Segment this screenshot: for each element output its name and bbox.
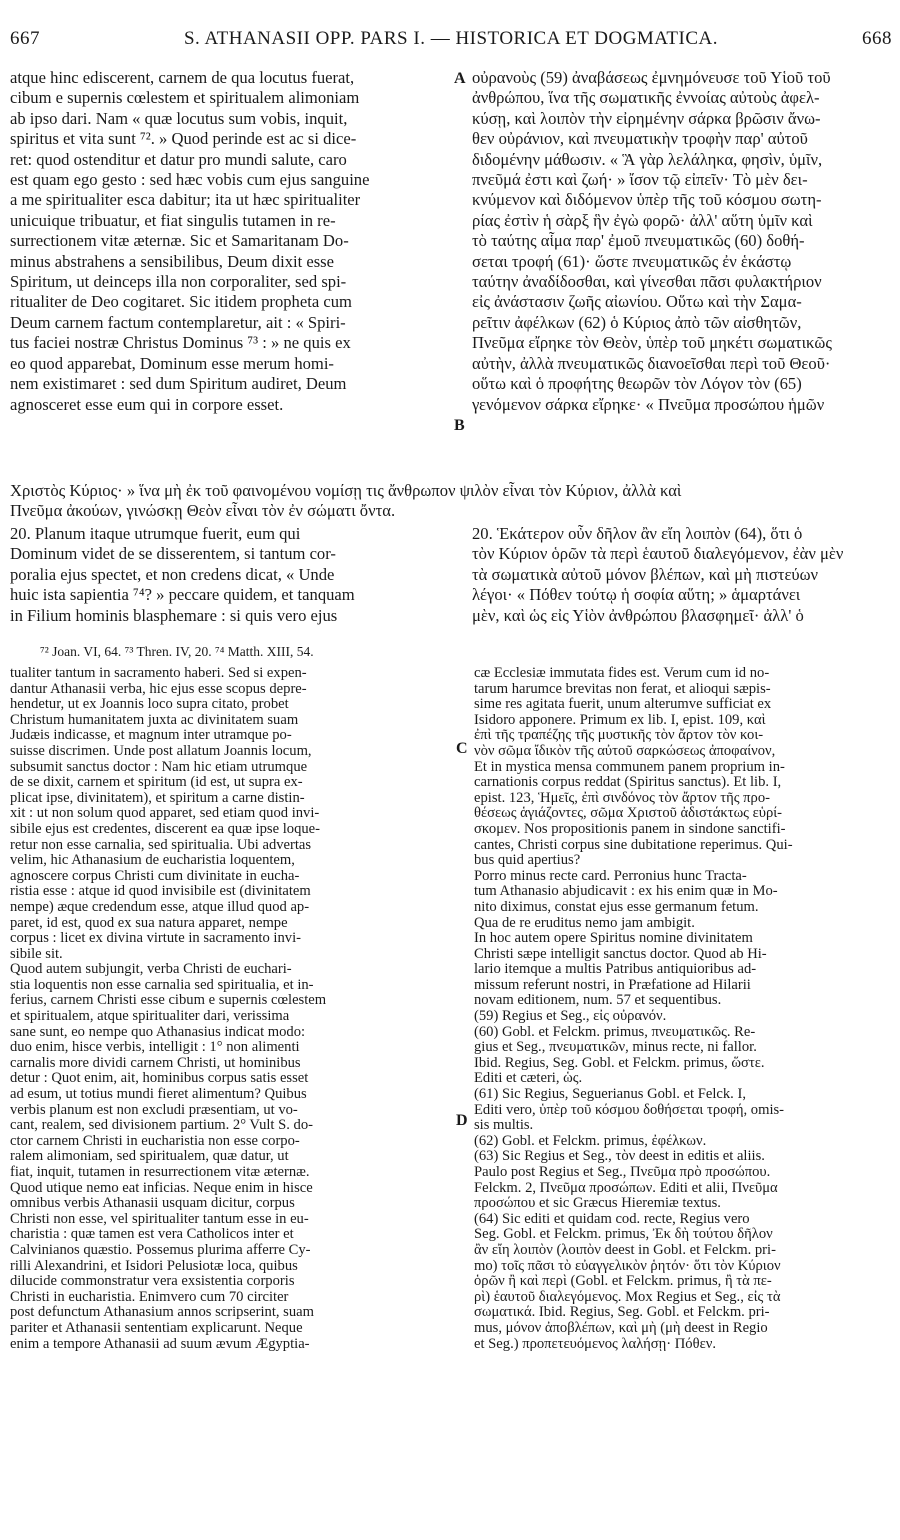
section-20-latin (10, 524, 452, 626)
note-line: (63) Sic Regius et Seg., τὸν deest in editis et aliis. (474, 1149, 765, 1165)
note-line: ἂν εἴη λοιπὸν (λοιπὸν deest in Gobl. et Felckm. pri- (474, 1242, 776, 1258)
section-20-greek-line: τὸν Κύριον ὁρῶν τὰ περὶ ἑαυτοῦ διαλεγόμενον, ἐὰν μὲν (472, 544, 844, 564)
note-line: rilli Alexandrini, et Isidori Pelusiotæ loca, quibus (10, 1258, 298, 1274)
note-line: dilucide commonstratur vera exsistentia corporis (10, 1274, 295, 1290)
running-title: S. ATHANASII OPP. PARS I. — HISTORICA ET DOGMATICA. (183, 28, 719, 49)
greek-text-line: ρεῖτιν ἀφέλκων (62) ὁ Κύριος ἀπὸ τῶν αἰσθητῶν, (472, 312, 802, 332)
latin-text-line: atque hinc ediscerent, carnem de qua locutus fuerat, (10, 68, 355, 87)
greek-text-line: κύσῃ, καὶ λοιπὸν τὴν εἰρημένην σάρκα βρῶσιν ἄνω- (472, 108, 821, 128)
latin-text-line: Spiritum, ut deinceps illa non corporaliter, sed spi- (10, 272, 347, 292)
greek-text-line: οὐρανοὺς (59) ἀναβάσεως ἐμνημόνευσε τοῦ Υἱοῦ τοῦ (472, 68, 831, 87)
greek-text-line: κνύμενον καὶ διδόμενον ὑπὲρ τῆς τοῦ κόσμου σωτη- (472, 190, 822, 210)
margin-letter-d: D (456, 1112, 468, 1129)
note-line: corpus : licet ex divina virtute in sacramento invi- (10, 931, 301, 947)
scripture-footnotes: ⁷² Joan. VI, 64. ⁷³ Thren. IV, 20. ⁷⁴ Matth. XIII, 54. (40, 644, 314, 659)
section-20-latin-line: 20. Planum itaque utrumque fuerit, eum qui (10, 524, 301, 543)
note-line: Calvinianos quæstio. Possemus plurima afferre Cy- (10, 1242, 311, 1258)
note-line: nempe) æque credendum esse, atque illud quod ap- (10, 899, 310, 915)
note-line: Felckm. 2, Πνεῦμα προσώπων. Editi et alii, Πνεῦμα (474, 1180, 778, 1196)
greek-text-line: γενόμενον σάρκα εἴρηκε· « Πνεῦμα προσώπου ἡμῶν (472, 394, 825, 414)
greek-text-line: πνεῦμά ἐστι καὶ ζωή· » ἴσον τῷ εἰπεῖν· Τὸ μὲν δει- (472, 170, 808, 190)
greek-full-width-line-2: Πνεῦμα ἀκούων, γινώσκῃ Θεὸν εἶναι τὸν ἐν σώματι ὄντα. (10, 501, 396, 520)
note-line: Et in mystica mensa communem panem proprium in- (474, 759, 785, 775)
note-line: ρὶ) ἑαυτοῦ διαλεγόμενος. Mox Regius et Seg., εἰς τὰ (474, 1289, 781, 1305)
note-line: Quod autem subjungit, verba Christi de euchari- (10, 962, 292, 978)
note-line: Ibid. Regius, Seg. Gobl. et Felckm. primus, ὥστε. (474, 1055, 765, 1071)
note-line: nito diximus, constat ejus esse germanum fetum. (474, 899, 759, 915)
note-line: fiat, inquit, tutamen in resurrectionem vitæ æternæ. (10, 1165, 310, 1180)
note-line: hendetur, ut ex Joannis loco supra citato, probet (10, 697, 289, 713)
greek-text-line: σεται τροφή (61)· ὥστε πνευματικῶς ἐν ἑκάστῳ (472, 251, 792, 271)
margin-letter-a: A (454, 70, 466, 87)
note-line: σκομεν. Nos propositionis panem in sindone sanctifi- (474, 821, 786, 837)
note-line: Judæis indicasse, et magnum inter utramque po- (10, 728, 292, 744)
running-header (10, 28, 892, 58)
note-line: Paulo post Regius et Seg., Πνεῦμα πρὸ προσώπου. (474, 1165, 771, 1180)
note-line: lario itemque a multis Patribus antiquioribus ad- (474, 962, 757, 978)
note-line: ristia esse : atque id quod invisibile est (divinitatem (10, 884, 311, 900)
note-line: stia loquentis non esse carnalia sed spiritualia, et in- (10, 977, 314, 993)
section-20-greek-line: 20. Ἑκάτερον οὖν δῆλον ἂν εἴη λοιπὸν (64), ὅτι ὁ (472, 524, 803, 543)
section-20-greek-line: μὲν, καὶ ὡς εἰς Υἱὸν ἀνθρώπου βλασφημεῖ· ἀλλ' ὁ (472, 605, 804, 625)
note-line: plicat ipse, divinitatem), et spiritum a carne distin- (10, 790, 305, 806)
latin-text-line: surrectionem vitæ æternæ. Sic et Samaritanam Do- (10, 231, 349, 251)
note-line: duo enim, hisce verbis, intelligit : 1° non alimenti (10, 1040, 300, 1056)
section-20-latin-line: Dominum videt de se disserentem, si tantum cor- (10, 544, 336, 564)
note-line: novam editionem, num. 57 et sequentibus. (474, 993, 722, 1009)
note-line: carnationis corpus reddat (Spiritus sanctus). Et lib. I, (474, 775, 782, 791)
latin-text-line: ret: quod ostenditur et datur pro mundi salute, caro (10, 149, 347, 169)
note-line: paret, id est, quod ex sua natura apparet, nempe (10, 915, 288, 931)
note-line: subsumit sanctus doctor : Nam hic etiam utrumque (10, 759, 308, 775)
greek-text-line: θεν οὐράνιον, καὶ πνευματικὴν τροφὴν παρ' αὐτοῦ (472, 129, 808, 149)
margin-letter-c: C (456, 740, 468, 757)
note-line: xit : ut non solum quod apparet, sed etiam quod invi- (10, 806, 320, 822)
note-line: ctor carnem Christi in eucharistia non esse corpo- (10, 1133, 300, 1149)
note-line: ralem alimoniam, sed spiritualem, quæ datur, ut (10, 1149, 289, 1165)
note-line: σωματικά. Ibid. Regius, Seg. Gobl. et Felckm. pri- (474, 1305, 770, 1321)
latin-text-line: eo quod apparebat, Dominum esse merum homi- (10, 353, 334, 373)
latin-text-line: ritualiter de Deo cogitaret. Sic itidem propheta cum (10, 292, 352, 312)
greek-text-line: διδομένην μάθωσιν. « Ἃ γὰρ λελάληκα, φησὶν, ὑμῖν, (472, 149, 823, 169)
greek-text-line: εἰς ἀνάστασιν ζωῆς αἰωνίου. Οὕτω καὶ τὴν Σαμα- (472, 292, 802, 312)
note-line: cæ Ecclesiæ immutata fides est. Verum cum id no- (474, 666, 770, 681)
note-line: Quod utique nemo eat inficias. Neque enim in hisce (10, 1180, 313, 1196)
note-line: Christum humanitatem juxta ac divinitatem suam (10, 712, 299, 728)
latin-text-line: Deum carnem factum contemplaretur, ait : « Spiri- (10, 312, 346, 332)
latin-text-line: ab ipso dari. Nam « quæ locutus sum vobis, inquit, (10, 108, 348, 128)
note-line: Christi sæpe intelligit sanctus doctor. Quod ab Hi- (474, 946, 767, 962)
greek-text-line: ρίας ἐστὶν ἡ σὰρξ ἣν ἐγὼ φορῶ· ἀλλ' αὕτη ὑμῖν καὶ (472, 210, 813, 230)
note-line: sime res agitata fuerit, unum alterumve sufficiat ex (474, 697, 772, 713)
note-line: retur non esse carnalia, sed spiritualia. Ubi advertas (10, 837, 312, 853)
section-20-greek-line: λέγοι· « Πόθεν τούτῳ ἡ σοφία αὕτη; » ἁμαρτάνει (472, 585, 801, 605)
editorial-notes-right (474, 666, 890, 1352)
note-line: (62) Gobl. et Felckm. primus, ἐφέλκων. (474, 1133, 707, 1149)
note-line: post defunctum Athanasium annos scripserint, suam (10, 1305, 314, 1321)
section-20-latin-line: huic ista sapientia ⁷⁴? » peccare quidem, et tanquam (10, 585, 355, 605)
note-line: enim a tempore Athanasii ad suum ævum Ægyptia- (10, 1336, 310, 1352)
page-number-right: 668 (862, 28, 892, 49)
greek-full-width-line-1: Χριστὸς Κύριος· » ἵνα μὴ ἐκ τοῦ φαινομένου νομίσῃ τις ἄνθρωπον ψιλὸν εἶναι τὸν Κύριον, ἀλλὰ καὶ (10, 481, 682, 500)
greek-text-line: τὸ ταύτης αἷμα παρ' ἐμοῦ πνευματικῶς (60) δοθή- (472, 231, 805, 251)
note-line: sibile ejus est credentes, discerent ea quæ ipse loque- (10, 821, 321, 837)
note-line: sane sunt, eo nempe quo Athanasius indicat modo: (10, 1024, 306, 1040)
note-line: carnalis more dividi carnem Christi, ut hominibus (10, 1055, 301, 1071)
latin-text-line: unicuique tribuatur, et fiat singulis tutamen in re- (10, 210, 336, 230)
note-line: bus quid apertius? (474, 853, 581, 869)
note-line: epist. 123, Ἡμεῖς, ἐπὶ σινδόνος τὸν ἄρτον τῆς προ- (474, 790, 770, 806)
latin-text-line: agnosceret esse eum qui in corpore esset. (10, 394, 284, 414)
note-line: sibile sit. (10, 946, 63, 962)
latin-text-line: cibum e supernis cœlestem et spiritualem alimoniam (10, 88, 360, 108)
latin-text-line: spiritus et vita sunt ⁷². » Quod perinde est ac si dice- (10, 129, 357, 149)
latin-text-line: nem existimaret : sed dum Spiritum audiret, Deum (10, 374, 347, 394)
note-line: suisse discrimen. Unde post allatum Joannis locum, (10, 743, 312, 759)
note-line: (59) Regius et Seg., εἰς οὐρανόν. (474, 1009, 667, 1025)
note-line: velim, hic Athanasium de eucharistia loquentem, (10, 853, 295, 869)
note-line: verbis planum est non excludi præsentiam, ut vo- (10, 1102, 298, 1118)
greek-text-line: αὐτὴν, ἀλλὰ πνευματικῶς διανοεῖσθαι περὶ τοῦ Θεοῦ· (472, 353, 831, 373)
note-line: νὸν σῶμα ἴδικὸν τῆς αὐτοῦ σαρκώσεως ἀποφαίνον, (474, 743, 776, 759)
note-line: de se dixit, carnem et spiritum (id est, ut supra ex- (10, 775, 303, 791)
note-line: Christi in eucharistia. Enimvero cum 70 circiter (10, 1289, 289, 1305)
section-20-latin-line: poralia ejus spectet, et non credens dicat, « Unde (10, 564, 335, 584)
note-line: tarum harumce brevitas non ferat, et alioqui sæpis- (474, 681, 771, 697)
note-line: In hoc autem opere Spiritus nomine divinitatem (474, 931, 753, 947)
note-line: Porro minus recte card. Perronius hunc Tracta- (474, 868, 747, 884)
editorial-notes-left (10, 666, 453, 1352)
margin-letter-b: B (454, 417, 465, 434)
note-line: dantur Athanasii verba, hic ejus esse scopus depre- (10, 681, 307, 697)
note-line: Editi vero, ὑπὲρ τοῦ κόσμου δοθήσεται τροφή, omis- (474, 1102, 785, 1118)
note-line: Qua de re eruditus nemo jam ambigit. (474, 915, 695, 931)
note-line: Editi et cæteri, ὡς. (474, 1071, 583, 1087)
section-20-latin-line: in Filium hominis blasphemare : si quis vero ejus (10, 605, 338, 625)
greek-text-line: ταύτην ἀναδίδοσθαι, καὶ γίνεσθαι πᾶσι φυλακτήριον (472, 272, 822, 292)
latin-text-line: tus faciei nostræ Christus Dominus ⁷³ : » ne quis ex (10, 333, 351, 353)
note-line: tualiter tantum in sacramento haberi. Sed si expen- (10, 666, 307, 681)
note-line: θέσεως ἁγιάζοντες, σῶμα Χριστοῦ ἀδιστάκτως εὑρί- (474, 806, 783, 822)
latin-text-line: a me spiritualiter esca dabitur; ita ut hæc spiritualiter (10, 190, 361, 210)
note-line: Seg. Gobl. et Felckm. primus, Ἐκ δὴ τούτου δῆλον (474, 1227, 773, 1243)
note-line: προσώπου et sic Græcus Hieremiæ textus. (474, 1196, 721, 1212)
note-line: (64) Sic editi et quidam cod. recte, Regius vero (474, 1211, 750, 1227)
greek-text-line: Πνεῦμα εἴρηκε τὸν Θεὸν, ὑπὲρ τοῦ μηκέτι σωματικῶς (472, 333, 832, 353)
note-line: et spiritualem, atque spiritualiter dari, verissima (10, 1009, 290, 1025)
latin-text-line: est quam ego gesto : sed hæc vobis cum ejus sanguine (10, 170, 370, 190)
note-line: Christi non esse, vel spiritualiter tantum esse in eu- (10, 1211, 309, 1227)
note-line: omnibus verbis Athanasii usquam dicitur, corpus (10, 1196, 295, 1212)
note-line: pariter et Athanasii sententiam explicarunt. Neque (10, 1320, 303, 1336)
note-line: sis multis. (474, 1118, 534, 1134)
note-line: mus, μόνον ἀποβλέπων, καὶ μὴ (μὴ deest in Regio (474, 1320, 768, 1336)
page-number-left: 667 (10, 28, 40, 49)
note-line: detur : Quot enim, ait, hominibus corpus satis esset (10, 1071, 309, 1087)
note-line: Isidoro apponere. Primum ex lib. I, epist. 109, καὶ (474, 712, 766, 728)
greek-text-line: οὕτω καὶ ὁ προφήτης θεωρῶν τὸν Λόγον τὸν (65) (472, 374, 802, 394)
note-line: mo) τοῖς πᾶσι τὸ εὐαγγελικὸν ῥητόν· ὅτι τὸν Κύριον (474, 1258, 781, 1274)
note-line: cantes, Christi corpus sine dubitatione reperimus. Qui- (474, 837, 793, 853)
note-line: missum referunt nostri, in Præfatione ad Hilarii (474, 977, 751, 993)
note-line: tum Athanasio abjudicavit : ex his enim quæ in Mo- (474, 884, 778, 900)
note-line: ἐπὶ τῆς τραπέζης τῆς μυστικῆς τὸν ἄρτον τὸν κοι- (474, 728, 764, 744)
note-line: et Seg.) προπετευόμενος λαλήσῃ· Πόθεν. (474, 1336, 716, 1352)
note-line: (60) Gobl. et Felckm. primus, πνευματικῶς. Re- (474, 1024, 756, 1040)
note-line: (61) Sic Regius, Seguerianus Gobl. et Felck. I, (474, 1087, 746, 1103)
note-line: cant, realem, sed divisionem partium. 2° Vult S. do- (10, 1118, 313, 1134)
note-line: agnoscere corpus Christi cum divinitate in eucha- (10, 868, 300, 884)
note-line: gius et Seg., πνευματικῶν, minus recte, ni fallor. (474, 1040, 757, 1056)
section-20-greek-line: τὰ σωματικὰ αὐτοῦ μόνον βλέπων, καὶ μὴ πιστεύων (472, 564, 819, 584)
latin-text-column (10, 68, 452, 415)
section-20-greek (472, 524, 890, 626)
note-line: ad esum, ut totius mundi fieret alimentum? Quibus (10, 1087, 307, 1103)
note-line: charistia : quæ tamen est vera Catholicos inter et (10, 1227, 294, 1243)
greek-text-line: ἀνθρώπου, ἵνα τῆς σωματικῆς ἐννοίας αὐτοὺς ἀφελ- (472, 88, 820, 108)
latin-text-line: minus abstrahens a sensibilibus, Deum dixit esse (10, 251, 334, 271)
note-line: ferius, carnem Christi esse cibum e supernis cœlestem (10, 993, 327, 1009)
greek-text-column (472, 68, 890, 415)
note-line: ὁρῶν ἢ καὶ περὶ (Gobl. et Felckm. primus, ἢ τὰ πε- (474, 1274, 772, 1290)
